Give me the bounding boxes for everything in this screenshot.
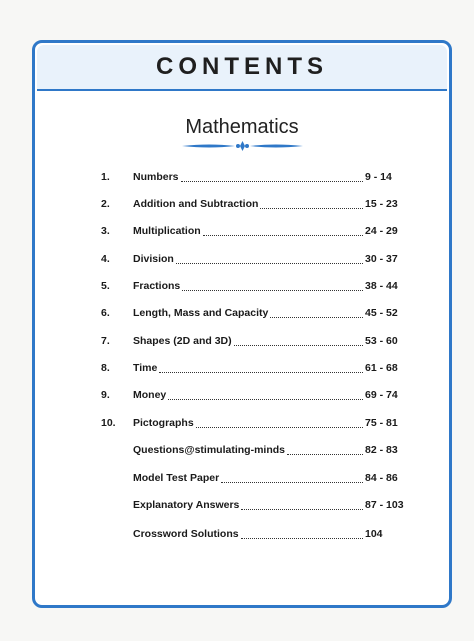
toc-pages: 24 - 29 <box>365 225 398 237</box>
toc-title: Shapes (2D and 3D) <box>133 335 232 347</box>
dot-leader <box>176 263 363 264</box>
toc-pages: 9 - 14 <box>365 171 392 183</box>
toc-row <box>35 249 449 269</box>
toc-entry <box>133 198 363 210</box>
toc-title: Time <box>133 362 158 374</box>
dot-leader <box>221 482 363 483</box>
dot-leader <box>196 427 363 428</box>
toc-row <box>35 331 449 351</box>
toc-number: 1. <box>101 171 110 183</box>
toc-number: 3. <box>101 225 110 237</box>
contents-frame <box>32 40 452 608</box>
toc-title: Model Test Paper <box>133 472 220 484</box>
toc-title: Crossword Solutions <box>133 528 239 540</box>
toc-pages: 15 - 23 <box>365 198 398 210</box>
toc-pages: 69 - 74 <box>365 389 398 401</box>
toc-entry <box>133 528 363 540</box>
toc-entry <box>133 472 363 484</box>
dot-leader <box>234 345 363 346</box>
toc-row <box>35 221 449 241</box>
dot-leader <box>181 181 363 182</box>
toc-row <box>35 495 449 515</box>
toc-title: Money <box>133 389 167 401</box>
toc-title: Explanatory Answers <box>133 499 240 511</box>
toc-row <box>35 413 449 433</box>
toc-entry <box>133 307 363 319</box>
toc-entry <box>133 417 363 429</box>
toc-row <box>35 468 449 488</box>
toc-title: Questions@stimulating-minds <box>133 444 285 456</box>
toc-title: Fractions <box>133 280 181 292</box>
dot-leader <box>241 509 363 510</box>
toc-pages: 45 - 52 <box>365 307 398 319</box>
dot-leader <box>260 208 363 209</box>
toc-number: 4. <box>101 253 110 265</box>
contents-title: CONTENTS <box>156 53 328 80</box>
toc-row <box>35 194 449 214</box>
toc-number: 5. <box>101 280 110 292</box>
toc-row <box>35 167 449 187</box>
toc-number: 7. <box>101 335 110 347</box>
subject-title: Mathematics <box>185 116 299 138</box>
dot-leader <box>203 235 363 236</box>
toc-number: 10. <box>101 417 116 429</box>
toc-entry <box>133 253 363 265</box>
toc-title: Multiplication <box>133 225 201 237</box>
toc-title: Pictographs <box>133 417 194 429</box>
toc-pages: 104 <box>365 528 383 540</box>
toc-number: 6. <box>101 307 110 319</box>
toc-row <box>35 276 449 296</box>
toc-number: 9. <box>101 389 110 401</box>
toc-entry <box>133 280 363 292</box>
dot-leader <box>241 538 363 539</box>
toc-entry <box>133 171 363 183</box>
toc-pages: 87 - 103 <box>365 499 404 511</box>
dot-leader <box>287 454 363 455</box>
toc-row <box>35 358 449 378</box>
toc-number: 8. <box>101 362 110 374</box>
toc-title: Numbers <box>133 171 179 183</box>
toc-entry <box>133 499 363 511</box>
toc-entry <box>133 225 363 237</box>
toc-pages: 30 - 37 <box>365 253 398 265</box>
toc-row <box>35 385 449 405</box>
toc-row <box>35 440 449 460</box>
dot-leader <box>182 290 363 291</box>
toc-pages: 75 - 81 <box>365 417 398 429</box>
ornament-divider-icon <box>180 140 305 152</box>
toc-entry <box>133 389 363 401</box>
toc-pages: 84 - 86 <box>365 472 398 484</box>
dot-leader <box>270 317 363 318</box>
toc-pages: 53 - 60 <box>365 335 398 347</box>
toc-number: 2. <box>101 198 110 210</box>
toc-entry <box>133 335 363 347</box>
toc-pages: 82 - 83 <box>365 444 398 456</box>
dot-leader <box>159 372 363 373</box>
toc-row <box>35 303 449 323</box>
toc-pages: 61 - 68 <box>365 362 398 374</box>
toc-entry <box>133 444 363 456</box>
toc-title: Length, Mass and Capacity <box>133 307 269 319</box>
dot-leader <box>168 399 363 400</box>
contents-header <box>37 45 447 91</box>
toc-title: Addition and Subtraction <box>133 198 259 210</box>
toc-pages: 38 - 44 <box>365 280 398 292</box>
toc-entry <box>133 362 363 374</box>
toc-title: Division <box>133 253 174 265</box>
toc-row <box>35 524 449 544</box>
